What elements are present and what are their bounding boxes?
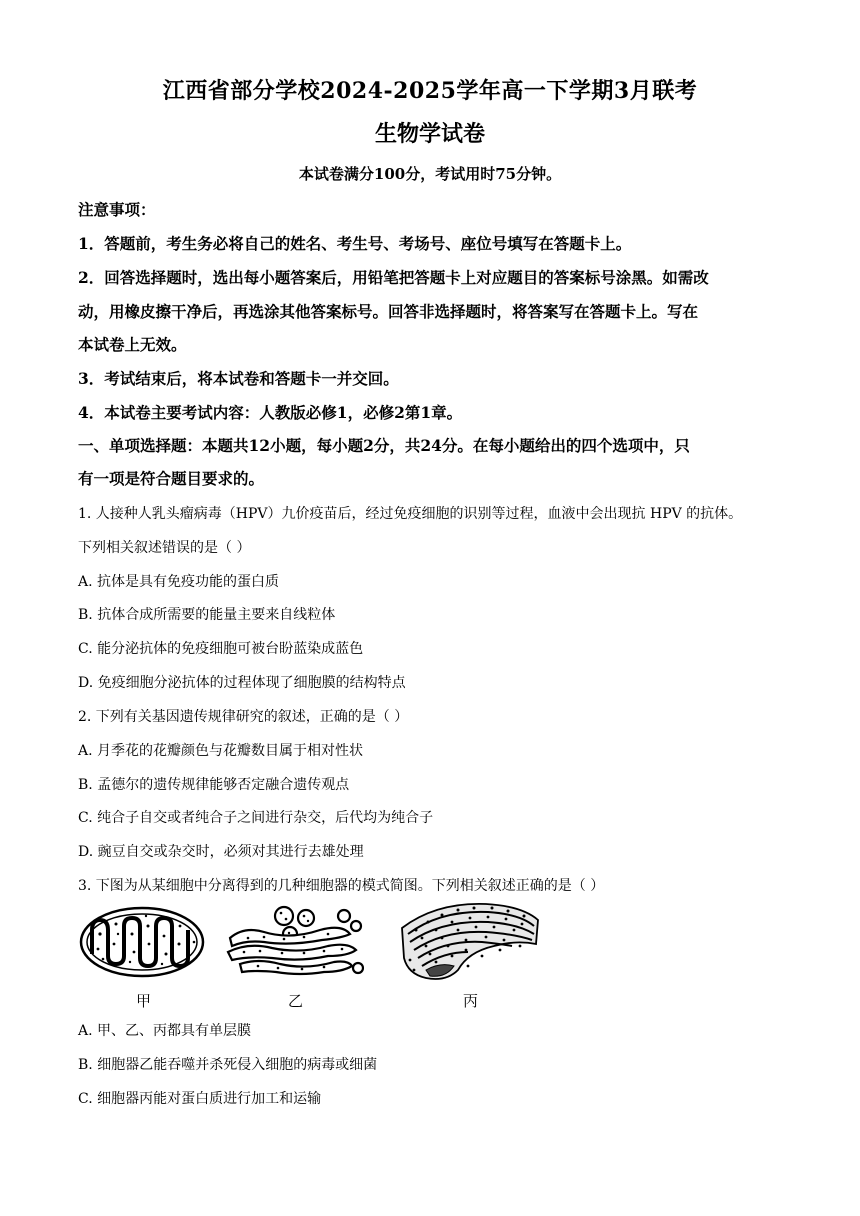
question-3-stem: 3. 下图为从某细胞中分离得到的几种细胞器的模式简图。下列相关叙述正确的是（ ） [78,878,605,894]
exam-info: 本试卷满分100分，考试用时75分钟。 [298,165,562,183]
figure-label-bing: 丙 [463,992,479,1010]
note-line: 2．回答选择题时，选出每小题答案后，用铅笔把答题卡上对应题目的答案标号涂黑。如需改 [78,268,709,287]
note-line: 动，用橡皮擦干净后，再选涂其他答案标号。回答非选择题时，将答案写在答题卡上。写在 [78,302,699,321]
question-1-option-b: B. 抗体合成所需要的能量主要来自线粒体 [78,607,336,623]
question-2-option-d: D. 豌豆自交或杂交时，必须对其进行去雄处理 [78,844,364,860]
section-heading: 一、单项选择题：本题共12小题，每小题2分，共24分。在每小题给出的四个选项中，只 [78,436,690,455]
figure-label-jia: 甲 [136,992,152,1010]
mitochondrion-drawing [78,904,208,979]
note-line: 4．本试卷主要考试内容：人教版必修1，必修2第1章。 [78,403,463,422]
question-1-option-a: A. 抗体是具有免疫功能的蛋白质 [78,574,280,590]
exam-title: 江西省部分学校2024-2025学年高一下学期3月联考 [162,78,698,104]
organelle-figure [76,900,556,1020]
note-line: 3．考试结束后，将本试卷和答题卡一并交回。 [78,369,399,388]
golgi-drawing [224,900,364,980]
question-3-option-b: B. 细胞器乙能吞噬并杀死侵入细胞的病毒或细菌 [78,1057,378,1073]
question-1-stem: 下列相关叙述错误的是（ ） [78,540,251,556]
note-line: 本试卷上无效。 [78,335,187,354]
section-heading: 有一项是符合题目要求的。 [78,469,265,488]
question-1-stem: 1. 人接种人乳头瘤病毒（HPV）九价疫苗后，经过免疫细胞的识别等过程，血液中会出现抗 HPV 的抗体。 [78,506,743,522]
question-2-option-c: C. 纯合子自交或者纯合子之间进行杂交，后代均为纯合子 [78,810,434,826]
note-line: 1．答题前，考生务必将自己的姓名、考生号、考场号、座位号填写在答题卡上。 [78,234,632,253]
question-2-option-b: B. 孟德尔的遗传规律能够否定融合遗传观点 [78,777,350,793]
rough-er-drawing [396,900,544,982]
figure-label-yi: 乙 [288,992,304,1010]
question-3-option-a: A. 甲、乙、丙都具有单层膜 [78,1023,252,1039]
exam-subject: 生物学试卷 [374,121,485,147]
question-1-option-c: C. 能分泌抗体的免疫细胞可被台盼蓝染成蓝色 [78,641,364,657]
question-2-option-a: A. 月季花的花瓣颜色与花瓣数目属于相对性状 [78,743,364,759]
question-3-option-c: C. 细胞器丙能对蛋白质进行加工和运输 [78,1091,322,1107]
notes-heading: 注意事项： [78,200,156,219]
question-1-option-d: D. 免疫细胞分泌抗体的过程体现了细胞膜的结构特点 [78,675,406,691]
question-2-stem: 2. 下列有关基因遗传规律研究的叙述，正确的是（ ） [78,709,409,725]
